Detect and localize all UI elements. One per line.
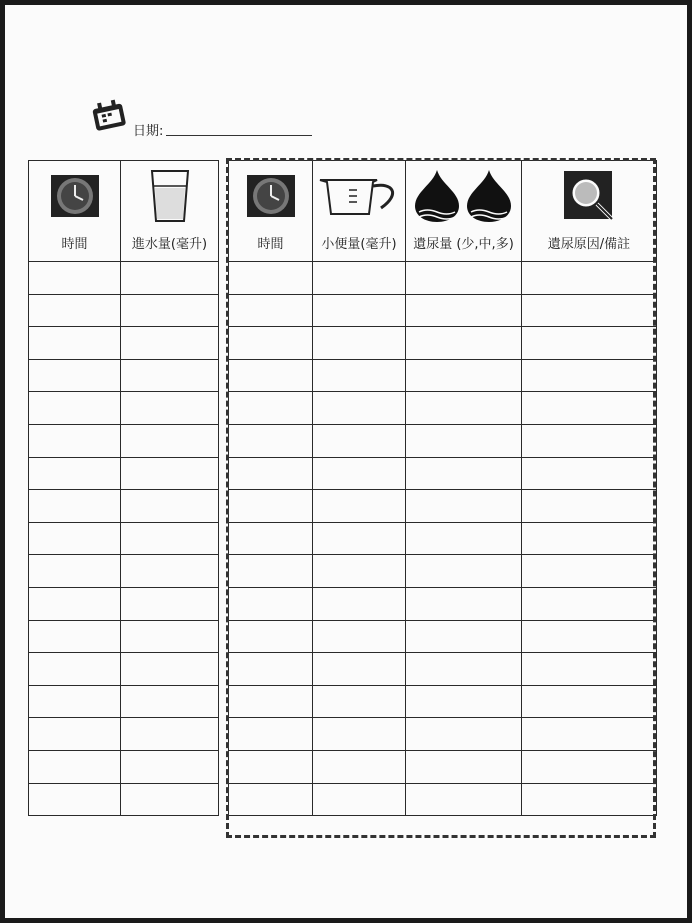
output-cell[interactable] (406, 294, 522, 327)
output-cell[interactable] (229, 294, 313, 327)
output-cell[interactable] (522, 718, 657, 751)
output-cell[interactable] (406, 522, 522, 555)
magnifier-icon (562, 169, 616, 223)
output-cell[interactable] (522, 685, 657, 718)
output-cell[interactable] (313, 685, 406, 718)
intake-row (29, 294, 219, 327)
intake-cell[interactable] (121, 587, 219, 620)
intake-cell[interactable] (29, 750, 121, 783)
output-row (229, 359, 657, 392)
intake-volume-label: 進水量(毫升) (131, 237, 208, 252)
intake-row (29, 685, 219, 718)
output-cell[interactable] (406, 718, 522, 751)
calendar-icon (88, 98, 132, 134)
date-field[interactable] (166, 135, 312, 136)
output-cell[interactable] (313, 653, 406, 686)
output-cell[interactable] (406, 685, 522, 718)
intake-cell[interactable] (29, 783, 121, 816)
output-cell[interactable] (522, 522, 657, 555)
output-cell[interactable] (522, 262, 657, 295)
output-row (229, 262, 657, 295)
intake-cell[interactable] (121, 392, 219, 425)
output-cell[interactable] (406, 783, 522, 816)
output-cell[interactable] (406, 587, 522, 620)
output-row (229, 490, 657, 523)
output-row (229, 555, 657, 588)
wet-amount-label: 遺尿量 (少,中,多) (413, 237, 514, 252)
output-cell[interactable] (406, 327, 522, 360)
intake-cell[interactable] (29, 587, 121, 620)
output-cell[interactable] (522, 653, 657, 686)
output-cell[interactable] (229, 653, 313, 686)
intake-time-header (29, 161, 121, 262)
intake-cell[interactable] (29, 392, 121, 425)
output-cell[interactable] (313, 457, 406, 490)
output-cell[interactable] (313, 522, 406, 555)
output-time-header (229, 161, 313, 262)
output-cell[interactable] (313, 294, 406, 327)
output-cell[interactable] (406, 750, 522, 783)
output-time-label: 時間 (257, 237, 284, 252)
intake-row (29, 750, 219, 783)
output-cell[interactable] (522, 555, 657, 588)
intake-cell[interactable] (29, 555, 121, 588)
output-row (229, 424, 657, 457)
intake-row (29, 490, 219, 523)
output-cell[interactable] (229, 718, 313, 751)
intake-cell[interactable] (29, 424, 121, 457)
intake-cell[interactable] (121, 718, 219, 751)
output-row (229, 685, 657, 718)
output-cell[interactable] (313, 718, 406, 751)
clock-icon (50, 174, 100, 218)
intake-cell[interactable] (29, 620, 121, 653)
intake-cell[interactable] (29, 262, 121, 295)
intake-row (29, 359, 219, 392)
intake-cell[interactable] (121, 653, 219, 686)
intake-row (29, 457, 219, 490)
intake-cell[interactable] (29, 327, 121, 360)
output-cell[interactable] (229, 555, 313, 588)
intake-cell[interactable] (29, 294, 121, 327)
output-cell[interactable] (313, 262, 406, 295)
intake-cell[interactable] (121, 522, 219, 555)
output-cell[interactable] (229, 783, 313, 816)
output-cell[interactable] (406, 424, 522, 457)
output-cell[interactable] (229, 620, 313, 653)
output-cell[interactable] (229, 359, 313, 392)
output-cell[interactable] (229, 750, 313, 783)
intake-cell[interactable] (29, 522, 121, 555)
intake-volume-header (121, 161, 219, 262)
water-glass-icon (148, 168, 192, 224)
urine-volume-header (313, 161, 406, 262)
output-rows (229, 262, 657, 816)
intake-row (29, 522, 219, 555)
intake-cell[interactable] (121, 490, 219, 523)
intake-row (29, 327, 219, 360)
output-cell[interactable] (522, 392, 657, 425)
output-row (229, 457, 657, 490)
intake-rows (29, 262, 219, 816)
measuring-cup-icon (317, 174, 401, 218)
output-row (229, 653, 657, 686)
intake-cell[interactable] (29, 653, 121, 686)
output-cell[interactable] (229, 490, 313, 523)
output-cell[interactable] (313, 555, 406, 588)
output-cell[interactable] (229, 392, 313, 425)
output-cell[interactable] (522, 587, 657, 620)
output-cell[interactable] (406, 620, 522, 653)
drops-icon (411, 168, 517, 224)
intake-cell[interactable] (121, 685, 219, 718)
intake-row (29, 783, 219, 816)
intake-cell[interactable] (121, 783, 219, 816)
intake-cell[interactable] (121, 457, 219, 490)
intake-row (29, 587, 219, 620)
output-cell[interactable] (229, 457, 313, 490)
output-cell[interactable] (522, 457, 657, 490)
output-cell[interactable] (229, 685, 313, 718)
wet-amount-header (406, 161, 522, 262)
intake-cell[interactable] (121, 424, 219, 457)
output-row (229, 750, 657, 783)
intake-cell[interactable] (29, 718, 121, 751)
intake-row (29, 620, 219, 653)
intake-cell[interactable] (121, 555, 219, 588)
intake-cell[interactable] (29, 359, 121, 392)
output-cell[interactable] (313, 424, 406, 457)
output-row (229, 718, 657, 751)
intake-time-label: 時間 (61, 237, 88, 252)
output-cell[interactable] (313, 490, 406, 523)
output-cell[interactable] (406, 262, 522, 295)
intake-row (29, 262, 219, 295)
wet-reason-label: 遺尿原因/備註 (547, 237, 631, 252)
output-cell[interactable] (406, 359, 522, 392)
output-cell[interactable] (406, 490, 522, 523)
intake-cell[interactable] (121, 620, 219, 653)
output-cell[interactable] (313, 783, 406, 816)
output-cell[interactable] (522, 783, 657, 816)
output-cell[interactable] (406, 653, 522, 686)
intake-cell[interactable] (29, 457, 121, 490)
intake-cell[interactable] (121, 750, 219, 783)
output-cell[interactable] (406, 392, 522, 425)
output-cell[interactable] (313, 392, 406, 425)
intake-cell[interactable] (29, 490, 121, 523)
output-cell[interactable] (313, 750, 406, 783)
intake-row (29, 555, 219, 588)
intake-row (29, 653, 219, 686)
output-cell[interactable] (229, 262, 313, 295)
output-cell[interactable] (522, 490, 657, 523)
output-cell[interactable] (229, 327, 313, 360)
urine-volume-label: 小便量(毫升) (321, 237, 397, 252)
output-cell[interactable] (313, 359, 406, 392)
output-cell[interactable] (313, 620, 406, 653)
output-row (229, 522, 657, 555)
output-cell[interactable] (229, 522, 313, 555)
output-cell[interactable] (522, 359, 657, 392)
output-cell[interactable] (313, 587, 406, 620)
wet-reason-header (522, 161, 657, 262)
intake-cell[interactable] (121, 327, 219, 360)
output-cell[interactable] (522, 294, 657, 327)
output-cell[interactable] (229, 587, 313, 620)
intake-cell[interactable] (121, 294, 219, 327)
output-table (228, 160, 657, 816)
output-cell[interactable] (406, 457, 522, 490)
intake-cell[interactable] (121, 262, 219, 295)
output-row (229, 587, 657, 620)
output-cell[interactable] (522, 620, 657, 653)
intake-row (29, 424, 219, 457)
output-cell[interactable] (522, 327, 657, 360)
output-row (229, 392, 657, 425)
output-cell[interactable] (522, 424, 657, 457)
intake-table (28, 160, 219, 816)
clock-icon (246, 174, 296, 218)
date-label: 日期: (133, 124, 164, 139)
intake-row (29, 392, 219, 425)
output-cell[interactable] (522, 750, 657, 783)
output-cell[interactable] (406, 555, 522, 588)
output-row (229, 294, 657, 327)
intake-cell[interactable] (121, 359, 219, 392)
output-row (229, 783, 657, 816)
output-row (229, 620, 657, 653)
output-cell[interactable] (313, 327, 406, 360)
intake-cell[interactable] (29, 685, 121, 718)
output-row (229, 327, 657, 360)
output-cell[interactable] (229, 424, 313, 457)
intake-row (29, 718, 219, 751)
